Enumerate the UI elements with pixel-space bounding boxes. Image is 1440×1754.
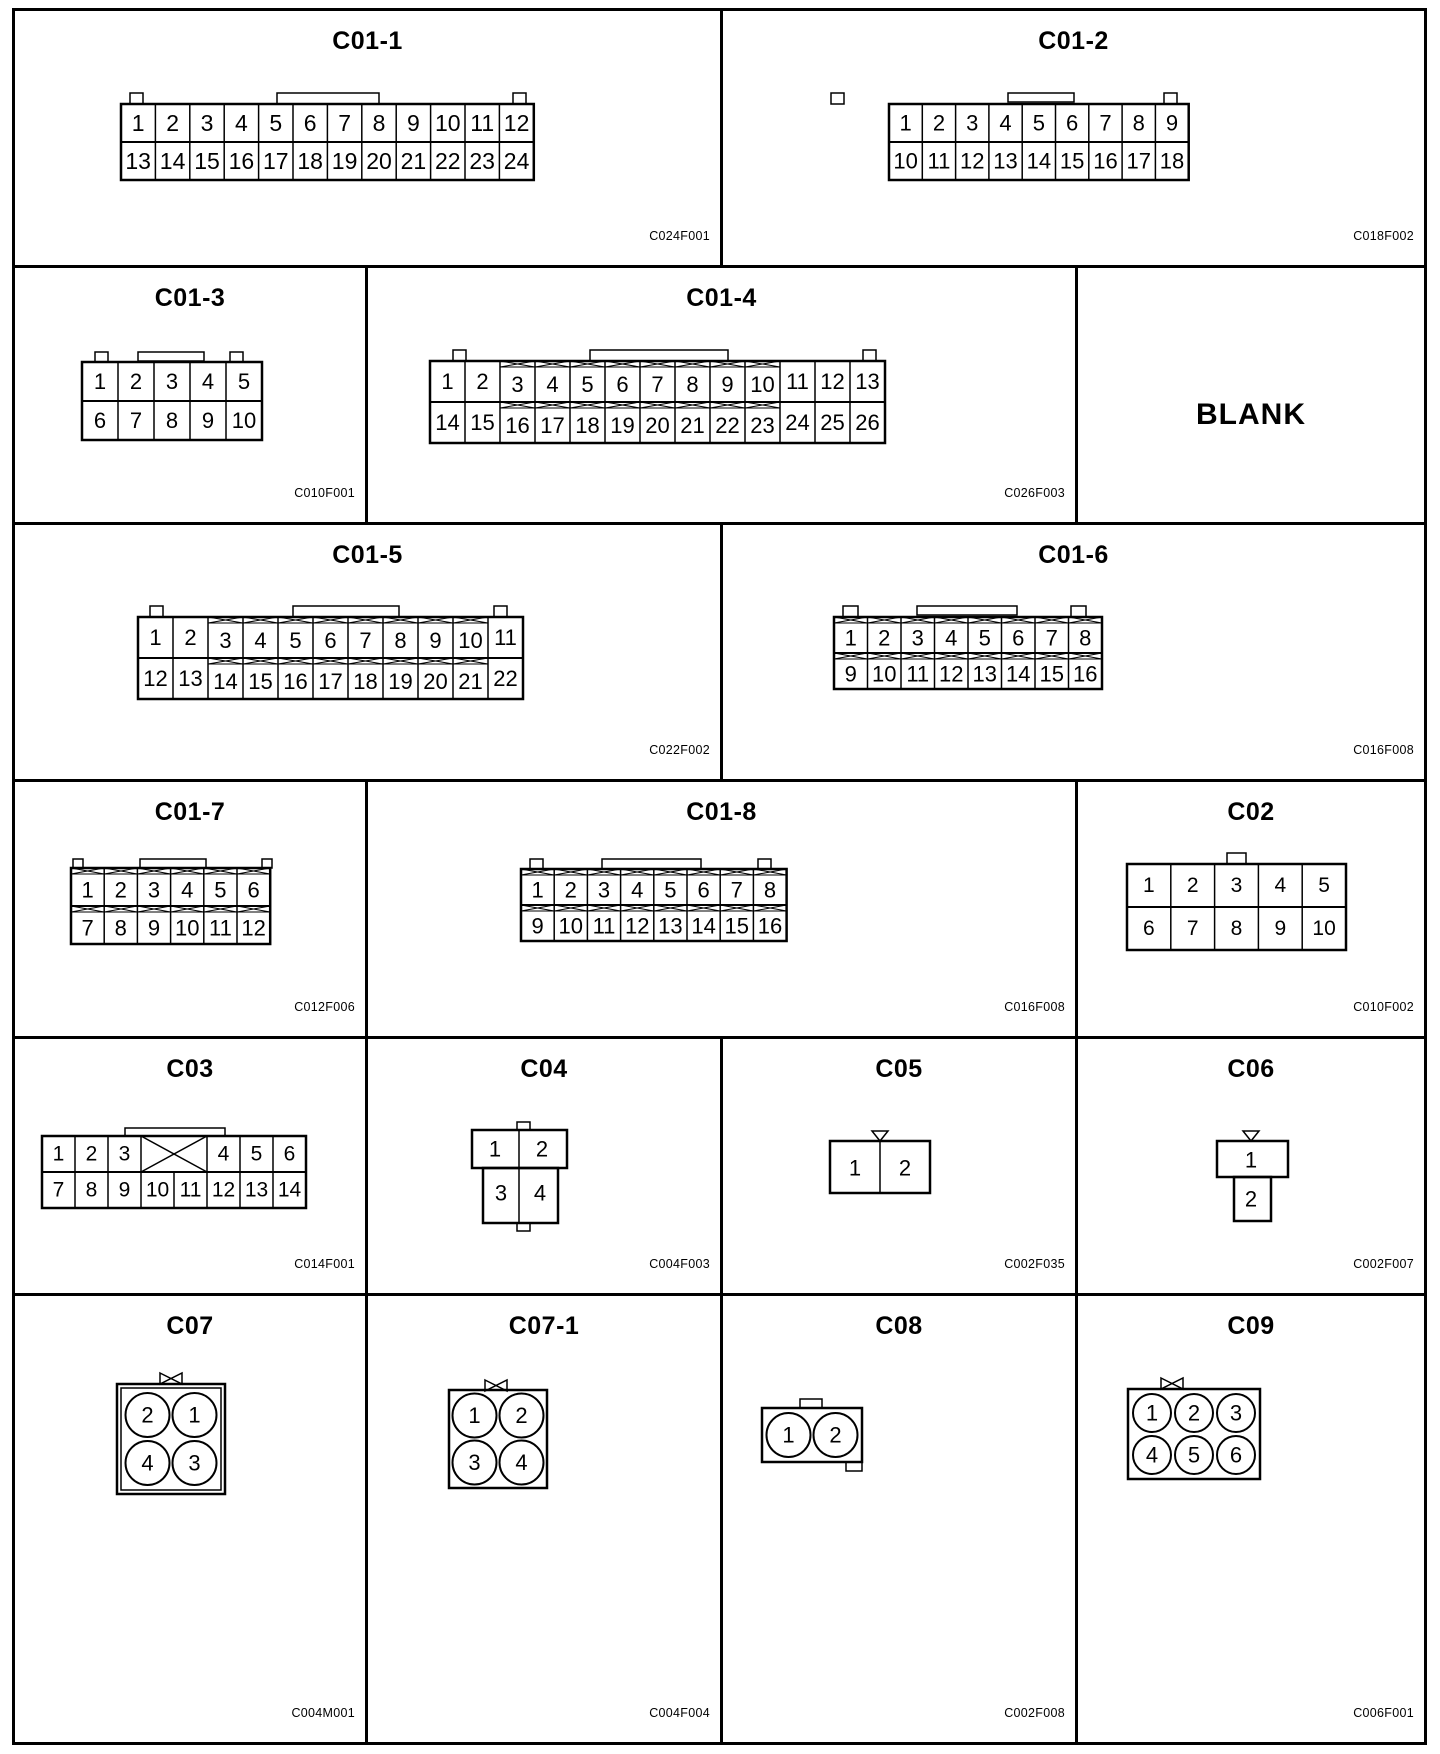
pin-label: 9	[407, 110, 420, 136]
pin-label: 7	[730, 877, 743, 903]
pin-label: 1	[93, 369, 107, 394]
pin-label: 3	[511, 372, 524, 397]
pin-label: 6	[1229, 1442, 1243, 1468]
pin-label: 5	[978, 625, 991, 651]
pin-label: 5	[581, 372, 594, 397]
lock-tab	[758, 859, 771, 869]
connector-title: C01-7	[154, 798, 226, 826]
pin-label: 9	[721, 372, 734, 397]
pin-label: 6	[697, 877, 710, 903]
lock-bar	[590, 350, 728, 361]
lock-tab	[73, 859, 83, 868]
lock-tab	[1164, 93, 1177, 104]
pin-label: 9	[201, 408, 215, 433]
pin-label: 10	[435, 110, 461, 136]
pin-label: 8	[1079, 625, 1092, 651]
key-triangle	[1243, 1131, 1259, 1141]
cell-c01-2	[723, 11, 1424, 268]
pin-label: 16	[1073, 661, 1098, 687]
cell-c01-3	[15, 268, 368, 525]
lock-tab	[494, 606, 507, 617]
part-code: C016F008	[1353, 743, 1414, 757]
lock-tab	[130, 93, 143, 104]
pin-label: 13	[855, 369, 880, 394]
pin-label: 12	[143, 666, 168, 691]
pin-label: 10	[893, 148, 918, 174]
pin-label: 3	[1229, 1400, 1243, 1426]
pin-label: 14	[159, 148, 186, 174]
cell-c08	[723, 1296, 1078, 1742]
pin-label: 4	[201, 369, 215, 394]
lock-tab	[846, 1462, 862, 1471]
pin-label: 12	[960, 148, 985, 174]
pin-label: 8	[114, 915, 127, 941]
pin-label: 10	[231, 408, 257, 433]
pin-label: 2	[184, 625, 197, 650]
pin-label: 3	[188, 1450, 201, 1476]
connector-body	[117, 1384, 225, 1494]
pin-label: 2	[535, 1136, 549, 1162]
pin-label: 11	[208, 915, 232, 941]
part-code: C004F004	[649, 1706, 710, 1720]
pin-label: 2	[515, 1403, 528, 1428]
pin-label: 8	[1132, 110, 1145, 136]
part-code: C014F001	[294, 1257, 355, 1271]
pin-label: 13	[972, 661, 997, 687]
pin-label: 1	[131, 110, 145, 136]
connector-c01-6	[723, 525, 1424, 782]
pin-label: 3	[147, 877, 161, 903]
pin-label: 19	[388, 669, 413, 694]
pin-label: 22	[493, 666, 518, 691]
pin-label: 3	[118, 1142, 131, 1166]
pin-label: 1	[468, 1403, 481, 1428]
pin-label: 15	[1039, 661, 1064, 687]
lock-bar	[917, 606, 1017, 615]
pin-label: 7	[81, 915, 94, 941]
pin-label: 7	[359, 628, 372, 653]
pin-label: 19	[610, 413, 635, 438]
pin-label: 9	[429, 628, 442, 653]
lock-bar	[1008, 93, 1074, 102]
pin-label: 9	[531, 913, 544, 939]
pin-label: 10	[458, 628, 483, 653]
pin-label: 3	[597, 877, 611, 903]
pin-label: 5	[664, 877, 677, 903]
pin-label: 4	[999, 110, 1012, 136]
part-code: C004F003	[649, 1257, 710, 1271]
connector-c01-1	[15, 11, 723, 268]
pin-label: 11	[906, 661, 930, 687]
connector-c01-5	[15, 525, 723, 782]
pin-label: 8	[1230, 917, 1243, 940]
lock-tab	[1227, 853, 1246, 864]
lock-bar	[293, 606, 399, 617]
connector-c07	[15, 1296, 368, 1742]
pin-label: 1	[531, 877, 544, 903]
part-code: C010F002	[1353, 1000, 1414, 1014]
lock-tab	[800, 1399, 822, 1408]
pin-label: 3	[1230, 874, 1243, 897]
pin-label: 5	[237, 369, 251, 394]
pin-label: 24	[785, 410, 810, 435]
pin-label: 8	[372, 110, 386, 136]
part-code: C022F002	[649, 743, 710, 757]
pin-label: 10	[145, 1178, 170, 1202]
pin-label: 8	[394, 628, 407, 653]
pin-label: 26	[855, 410, 880, 435]
lock-tab	[150, 606, 163, 617]
pin-label: 4	[631, 877, 644, 903]
pin-label: 6	[1143, 917, 1155, 940]
pin-label: 18	[297, 148, 323, 174]
pin-label: 10	[174, 915, 200, 941]
pin-label: 5	[289, 628, 302, 653]
pin-label: 12	[820, 369, 845, 394]
pin-label: 8	[165, 408, 179, 433]
pin-label: 4	[254, 628, 267, 653]
pin-label: 11	[470, 110, 495, 136]
pin-label: 1	[81, 877, 94, 903]
connector-title: C01-2	[1038, 27, 1109, 55]
cell-c01-5	[15, 525, 723, 782]
pin-label: 3	[966, 110, 979, 136]
pin-label: 11	[592, 913, 616, 939]
pin-label: 5	[214, 877, 227, 903]
pin-label: 13	[993, 148, 1018, 174]
pin-label: 19	[331, 148, 358, 174]
pin-label: 20	[645, 413, 670, 438]
pin-label: 1	[488, 1136, 502, 1162]
pin-label: 3	[165, 369, 179, 394]
lock-tab	[863, 350, 876, 361]
pin-label: 2	[932, 110, 946, 136]
pin-label: 21	[458, 669, 483, 694]
pin-label: 11	[786, 369, 809, 394]
pin-label: 2	[114, 877, 127, 903]
pin-label: 17	[1126, 148, 1151, 174]
pin-label: 7	[338, 110, 351, 136]
pin-label: 5	[269, 110, 283, 136]
pin-label: 14	[1026, 148, 1052, 174]
lock-bar	[277, 93, 379, 104]
pin-label: 23	[750, 413, 775, 438]
pin-label: 1	[52, 1142, 65, 1166]
pin-label: 15	[1059, 148, 1085, 174]
pin-label: 16	[1093, 148, 1118, 174]
lock-tab	[530, 859, 543, 869]
pin-label: 2	[476, 369, 489, 394]
cell-c02	[1078, 782, 1424, 1039]
connector-c09	[1078, 1296, 1424, 1742]
cell-c06	[1078, 1039, 1424, 1296]
pin-label: 12	[939, 661, 964, 687]
pin-label: 8	[686, 372, 699, 397]
lock-tab	[95, 352, 108, 362]
pin-label: 12	[241, 915, 266, 941]
pin-label: 9	[844, 661, 857, 687]
connector-title: C08	[875, 1312, 923, 1340]
connector-title: C06	[1227, 1055, 1275, 1083]
pin-label: 16	[228, 148, 255, 174]
connector-title: C02	[1227, 798, 1275, 826]
pin-label: 1	[441, 369, 454, 394]
pin-label: 7	[1186, 917, 1199, 940]
connector-title: C03	[166, 1055, 214, 1083]
pin-label: 2	[166, 110, 179, 136]
pin-label: 1	[844, 625, 857, 651]
pin-label: 12	[211, 1178, 236, 1202]
pin-label: 18	[353, 669, 378, 694]
pin-label: 9	[1165, 110, 1179, 136]
cell-c09	[1078, 1296, 1424, 1742]
connector-c01-2	[723, 11, 1424, 268]
pin-label: 18	[1159, 148, 1185, 174]
pin-label: 6	[324, 628, 337, 653]
key-triangle	[872, 1131, 888, 1141]
pin-label: 6	[1012, 625, 1025, 651]
pin-label: 2	[878, 625, 891, 651]
pin-label: 3	[468, 1450, 481, 1475]
pin-label: 15	[248, 669, 273, 694]
connector-title: C01-5	[332, 541, 403, 569]
pin-label: 17	[318, 669, 343, 694]
connector-title: C05	[875, 1055, 923, 1083]
pin-label: 6	[283, 1142, 296, 1166]
pin-label: 2	[141, 1402, 154, 1428]
part-code: C012F006	[294, 1000, 355, 1014]
pin-label: 3	[911, 625, 924, 651]
pin-label: 12	[624, 913, 650, 939]
pin-label: 4	[945, 625, 958, 651]
pin-label: 7	[1099, 110, 1112, 136]
pin-label: 15	[470, 410, 495, 435]
connector-c01-8	[368, 782, 1078, 1039]
pin-label: 18	[575, 413, 600, 438]
pin-label: 2	[1187, 1400, 1201, 1426]
cell-c07	[15, 1296, 368, 1742]
pin-label: 10	[558, 913, 584, 939]
pin-label: 2	[1186, 874, 1199, 897]
lock-tab	[843, 606, 858, 617]
pin-label: 9	[118, 1178, 131, 1202]
connector-c01-4	[368, 268, 1078, 525]
pin-label: 14	[435, 410, 460, 435]
pin-label: 1	[188, 1402, 201, 1428]
pin-label: 4	[235, 110, 248, 136]
pin-label: 9	[1274, 917, 1287, 940]
lock-tab	[513, 93, 526, 104]
pin-label: 20	[423, 669, 448, 694]
pin-label: 1	[1244, 1147, 1258, 1173]
pin-label: 14	[213, 669, 238, 694]
pin-label: 7	[52, 1178, 65, 1202]
pin-label: 2	[564, 877, 577, 903]
pin-label: 1	[1145, 1400, 1159, 1426]
cell-c05	[723, 1039, 1078, 1296]
pin-label: 14	[1006, 661, 1031, 687]
connector-title: C04	[520, 1055, 568, 1083]
connector-sheet	[12, 8, 1427, 1745]
part-code: C016F008	[1004, 1000, 1065, 1014]
pin-label: 14	[691, 913, 716, 939]
pin-label: 7	[1045, 625, 1058, 651]
pin-label: 10	[750, 372, 775, 397]
pin-label: 15	[194, 148, 220, 174]
pin-label: 1	[782, 1422, 795, 1448]
pin-label: 2	[829, 1422, 842, 1448]
part-code: C002F035	[1004, 1257, 1065, 1271]
part-code: C026F003	[1004, 486, 1065, 500]
pin-label: 1	[149, 625, 162, 650]
pin-label: 10	[1312, 917, 1336, 940]
pin-label: 5	[1318, 874, 1330, 897]
pin-label: 23	[469, 148, 495, 174]
cell-c01-7	[15, 782, 368, 1039]
key-bowtie	[1161, 1378, 1183, 1389]
cell-c03	[15, 1039, 368, 1296]
pin-label: 1	[1143, 874, 1155, 897]
pin-label: 11	[179, 1178, 202, 1202]
pin-label: 14	[277, 1178, 302, 1202]
pin-label: 4	[141, 1450, 154, 1476]
part-code: C002F008	[1004, 1706, 1065, 1720]
pin-label: 21	[400, 148, 427, 174]
pin-label: 1	[899, 110, 912, 136]
pin-label: 6	[93, 408, 107, 433]
connector-title: C01-6	[1038, 541, 1109, 569]
pin-label: 2	[1244, 1186, 1258, 1212]
pin-label: 4	[1274, 874, 1287, 897]
connector-title: C07	[166, 1312, 214, 1340]
cell-c01-6	[723, 525, 1424, 782]
part-code: C004M001	[291, 1706, 355, 1720]
pin-label: 24	[503, 148, 530, 174]
pin-label: 4	[546, 372, 559, 397]
pin-label: 15	[724, 913, 750, 939]
part-code: C024F001	[649, 229, 710, 243]
cell-c01-1	[15, 11, 723, 268]
connector-title: C07-1	[508, 1312, 580, 1340]
pin-label: 16	[757, 913, 783, 939]
blank-label: BLANK	[1196, 398, 1306, 431]
pin-label: 9	[147, 915, 161, 941]
connector-c08	[723, 1296, 1078, 1742]
pin-label: 3	[200, 110, 214, 136]
pin-label: 13	[658, 913, 683, 939]
pin-label: 4	[1145, 1442, 1159, 1468]
pin-label: 16	[505, 413, 530, 438]
pin-label: 25	[820, 410, 845, 435]
part-code: C010F001	[294, 486, 355, 500]
pin-label: 22	[435, 148, 461, 174]
connector-title: C09	[1227, 1312, 1275, 1340]
pin-label: 11	[927, 148, 951, 174]
pin-label: 13	[244, 1178, 269, 1202]
pin-label: 1	[848, 1155, 862, 1181]
pin-label: 3	[219, 628, 232, 653]
pin-label: 4	[181, 877, 194, 903]
lock-bar	[140, 859, 206, 868]
pin-label: 20	[366, 148, 392, 174]
pin-label: 6	[247, 877, 260, 903]
pin-label: 11	[494, 625, 517, 650]
pin-label: 22	[715, 413, 740, 438]
lock-bar	[138, 352, 204, 361]
pin-label: 2	[898, 1155, 912, 1181]
lock-tab	[230, 352, 243, 362]
pin-label: 12	[503, 110, 530, 136]
connector-title: C01-4	[686, 284, 757, 312]
connector-body	[449, 1390, 547, 1488]
pin-label: 4	[533, 1180, 547, 1206]
part-code: C006F001	[1353, 1706, 1414, 1720]
pin-label: 16	[283, 669, 308, 694]
lock-tab	[453, 350, 466, 361]
pin-label: 5	[250, 1142, 263, 1166]
pin-label: 8	[85, 1178, 98, 1202]
pin-label: 6	[1066, 110, 1079, 136]
cell-c07-1	[368, 1296, 723, 1742]
pin-label: 8	[763, 877, 777, 903]
pin-label: 4	[217, 1142, 230, 1166]
connector-title: C01-3	[154, 284, 226, 312]
pin-label: 5	[1032, 110, 1045, 136]
pin-label: 13	[178, 666, 203, 691]
connector-title: C01-1	[332, 27, 403, 55]
pin-label: 3	[494, 1180, 508, 1206]
lock-tab	[1071, 606, 1086, 617]
pin-label: 21	[680, 413, 705, 438]
pin-label: 6	[616, 372, 629, 397]
pin-label: 4	[515, 1450, 528, 1475]
pin-label: 17	[540, 413, 565, 438]
cell-c01-4	[368, 268, 1078, 525]
connector-title: C01-8	[686, 798, 757, 826]
cell-blank	[1078, 268, 1424, 525]
pin-label: 6	[303, 110, 317, 136]
pin-label: 17	[263, 148, 289, 174]
lock-tab	[831, 93, 844, 104]
connector-c07-1	[368, 1296, 723, 1742]
key-bowtie	[160, 1373, 182, 1384]
pin-label: 5	[1187, 1442, 1201, 1468]
pin-label: 7	[129, 408, 143, 433]
cell-c04	[368, 1039, 723, 1296]
part-code: C002F007	[1353, 1257, 1414, 1271]
part-code: C018F002	[1353, 229, 1414, 243]
connector-inner	[121, 1388, 221, 1490]
pin-label: 10	[872, 661, 897, 687]
pin-label: 2	[85, 1142, 98, 1166]
lock-tab	[262, 859, 272, 868]
pin-label: 7	[651, 372, 664, 397]
pin-label: 2	[129, 369, 143, 394]
lock-bar	[602, 859, 701, 869]
pin-label: 13	[125, 148, 151, 174]
cell-c01-8	[368, 782, 1078, 1039]
